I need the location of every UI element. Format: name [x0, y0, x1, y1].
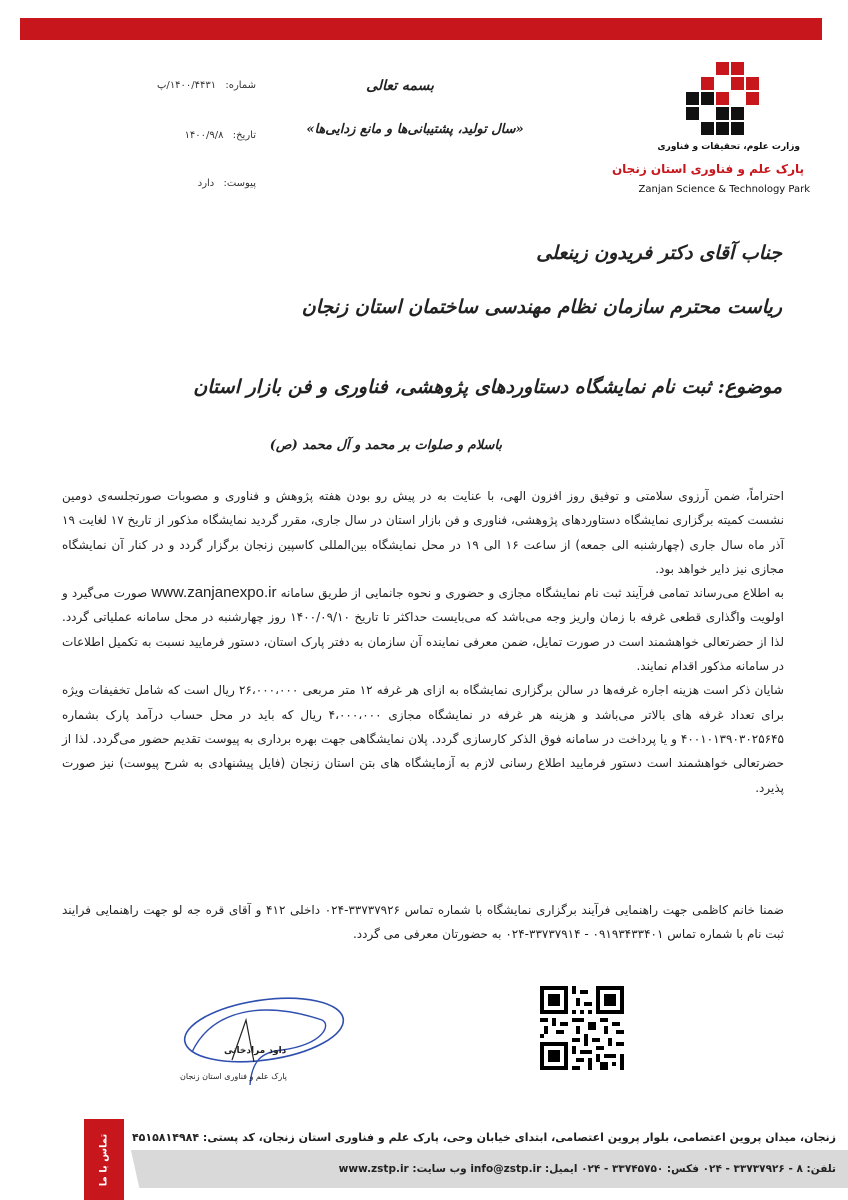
addressee-title: ریاست محترم سازمان نظام مهندسی ساختمان استان زنجان — [301, 296, 782, 318]
logo-park-name-en: Zanjan Science & Technology Park — [638, 184, 810, 195]
letter-date — [96, 130, 256, 141]
logo-ministry-text: وزارت علوم، تحقیقات و فناوری — [657, 142, 800, 152]
expo-url-link[interactable]: www.zanjanexpo.ir — [151, 584, 277, 602]
letter-body — [62, 484, 784, 800]
qr-code — [540, 986, 624, 1070]
attachment-value: دارد — [197, 178, 215, 189]
signatory-org: پارک علم و فناوری استان زنجان — [180, 1072, 287, 1081]
letter-attachment — [96, 178, 256, 189]
greeting: باسلام و صلوات بر محمد و آل محمد (ص) — [269, 438, 502, 453]
addressee-name: جناب آقای دکتر فریدون زینعلی — [536, 242, 782, 264]
signatory-name: داود مرادخانی — [224, 1046, 287, 1056]
number-label: شماره: — [225, 80, 256, 91]
year-slogan: «سال تولید، پشتیبانی‌ها و مانع زدایی‌ها» — [306, 122, 524, 137]
date-value: ۱۴۰۰/۹/۸ — [184, 130, 224, 141]
paragraph-2-intro: به اطلاع می‌رساند تمامی فرآیند ثبت نام نمایشگاه مجازی و حضوری و نحوه جانمایی از طریق سامانه — [280, 586, 784, 601]
paragraph-1: احتراماً، ضمن آرزوی سلامتی و توفیق روز افزون الهی، با عنایت به در پیش رو بودن هفته پژوهش و فناوری و مصوبات صورتجلسه‌ی دومین نشست کمیته برگزاری نمایشگاه دستاوردهای پژوهشی، فناوری و فن بازار استان در سال جاری، مقرر گردید نمایشگاه مذکور از تاریخ ۱۷ لغایت ۱۹ آذر ماه سال جاری (چهارشنبه الی جمعه) از ساعت ۱۶ الی ۱۹ در محل نمایشگاه بین‌المللی کاسپین زنجان برگزار گردد و در کنار آن نمایشگاه مجازی نیز دایر خواهد بود. — [62, 489, 784, 576]
letter-subject: موضوع: ثبت نام نمایشگاه دستاوردهای پژوهشی، فناوری و فن بازار استان — [193, 376, 782, 398]
paragraph-3: شایان ذکر است هزینه اجاره غرفه‌ها در سالن برگزاری نمایشگاه به ازای هر غرفه ۱۲ متر مربعی ۲۶،۰۰۰،۰۰۰ ریال است که شامل تخفیفات ویژه برای تعداد غرفه های بالاتر می‌باشد و هزینه هر غرفه در نمایشگاه مجازی ۴،۰۰۰،۰۰۰ ریال که باید در محل حساب درآمد پارک بشماره ۴۰۰۱۰۱۳۹۰۳۰۲۵۶۴۵ و یا پرداخت در سامانه فوق الذکر کارسازی گردد. پلان نمایشگاهی جهت بهره برداری به پیوست تقدیم حضور می‌گردد. لذا از حضرتعالی خواهشمند است دستور فرمایید اطلاع رسانی لازم به آزمایشگاه های بتن استان زنجان (فایل پیشنهادی به شرح پیوست) نیز صورت پذیرد. — [62, 683, 784, 795]
contact-us-label: تماس با ما — [98, 1133, 110, 1186]
zstp-logo — [611, 62, 820, 202]
date-label: تاریخ: — [232, 130, 256, 141]
top-red-bar — [20, 18, 822, 40]
logo-park-name: پارک علم و فناوری استان زنجان — [611, 162, 804, 176]
paragraph-4: ضمنا خانم کاظمی جهت راهنمایی فرآیند برگزاری نمایشگاه با شماره تماس ۳۳۷۳۷۹۲۶-۰۲۴ داخلی ۴۱۲ و آقای قره جه لو جهت راهنمایی فرایند ثبت نام با شماره تماس ۰۹۱۹۳۴۳۳۴۰۱ - ۳۳۷۳۷۹۱۴-۰۲۴ به حضورتان معرفی می گردد. — [62, 903, 784, 941]
footer-address: زنجان، میدان پروین اعتصامی، بلوار پروین اعتصامی، ابتدای خیابان وحی، پارک علم و فناوری استان زنجان، کد پستی: ۴۵۱۵۸۱۴۹۸۴ — [131, 1131, 836, 1144]
logo-grid-icon — [686, 62, 758, 134]
contact-us-tab — [84, 1119, 124, 1200]
paragraph-2-rest: صورت می‌گیرد و اولویت واگذاری قطعی غرفه با زمان واریز وجه می‌باشد که می‌بایست حداکثر تا تاریخ ۱۴۰۰/۰۹/۱۰ روز چهارشنبه در محل سامانه عملیاتی گردد. لذا از حضرتعالی خواهشمند است در صورت تمایل، ضمن معرفی نماینده آن سازمان به دفتر پارک استان، دستور فرمایید نسبت به تکمیل اطلاعات در سامانه مذکور اقدام نمایند. — [62, 586, 784, 674]
letter-number — [96, 80, 256, 91]
bismillah: بسمه تعالی — [366, 78, 434, 94]
footer-contacts: تلفن: ۸ - ۳۳۷۳۷۹۲۶ - ۰۲۴ فکس: ۳۳۷۴۵۷۵۰ - ۰۲۴ ایمیل: info@zstp.ir وب سایت: www.zstp.ir — [338, 1163, 836, 1175]
attachment-label: پیوست: — [223, 178, 256, 189]
number-value: ۱۴۰۰/۴۴۳۱/پ — [157, 80, 217, 91]
paragraph-2 — [62, 581, 784, 678]
